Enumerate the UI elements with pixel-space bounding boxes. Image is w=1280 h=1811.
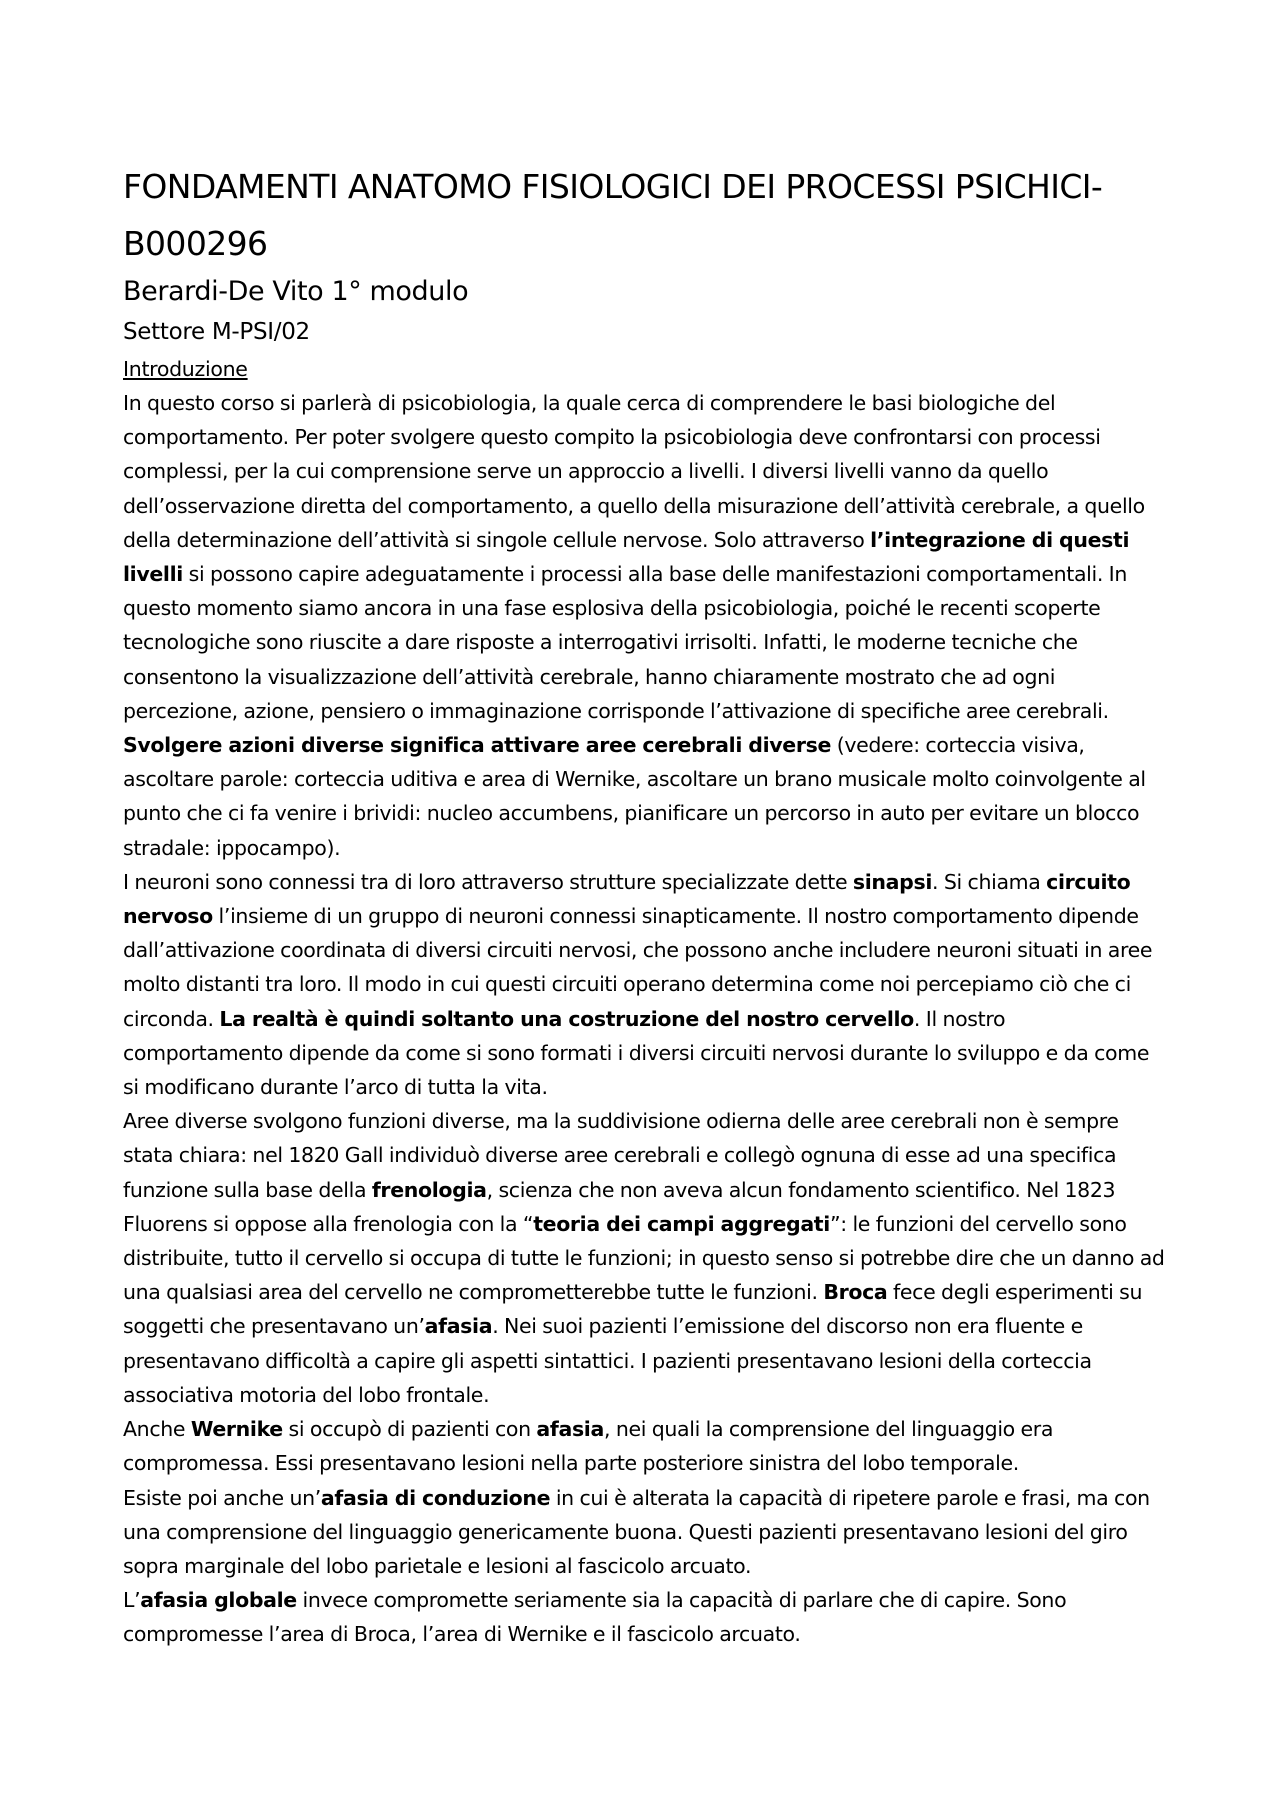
section-heading-introduzione: Introduzione — [123, 357, 248, 381]
text-run: . Il nostro comportamento dipende da come si sono formati i diversi circuiti nervosi durante lo sviluppo e da come si modificano durante l’arco di tutta la vita. — [123, 1006, 1150, 1100]
text-run: In questo corso si parlerà di psicobiologia, la quale cerca di comprendere le basi biologiche del comportamento. Per poter svolgere questo compito la psicobiologia deve confrontarsi con processi complessi, per la cui comprensione serve un approccio a livelli. I diversi livelli vanno da quello dell’osservazione diretta del comportamento, a quello della misurazione dell’attività cerebrale, a quello della determinazione dell’attività si singole cellule nervose. Solo attraverso — [123, 391, 1145, 552]
bold-text-run: La realtà è quindi soltanto una costruzione del nostro cervello — [219, 1006, 914, 1031]
text-run: si possono capire adeguatamente i processi alla base delle manifestazioni comportamentali. In questo momento siamo ancora in una fase esplosiva della psicobiologia, poiché le recenti scoperte tecnologiche sono riuscite a dare risposte a interrogativi irrisolti. Infatti, le moderne tecniche che consentono la visualizzazione dell’attività cerebrale, hanno chiaramente mostrato che ad ogni percezione, azione, pensiero o immaginazione corrisponde l’attivazione di specifiche aree cerebrali. — [123, 562, 1128, 723]
text-run: Anche — [123, 1417, 191, 1442]
text-run: . Nei suoi pazienti l’emissione del discorso non era fluente e presentavano difficoltà a capire gli aspetti sintattici. I pazienti presentavano lesioni della corteccia associativa motoria del lobo frontale. — [123, 1314, 1092, 1407]
text-run: (vedere: corteccia visiva, ascoltare parole: corteccia uditiva e area di Wernike, ascoltare un brano musicale molto coinvolgente al punto che ci fa venire i brividi: nucleo accumbens, pianificare un percorso in auto per evitare un blocco stradale: ippocampo). — [123, 733, 1146, 860]
text-run: in cui è alterata la capacità di ripetere parole e frasi, ma con una comprensione del linguaggio genericamente buona. Questi pazienti presentavano lesioni del giro sopra marginale del lobo parietale e lesioni al fascicolo arcuato. — [123, 1485, 1150, 1578]
sector-label: Settore M-PSI/02 — [123, 319, 310, 345]
text-run: l’insieme di un gruppo di neuroni connessi sinapticamente. Il nostro comportamento dipende dall’attivazione coordinata di diversi circuiti nervosi, che possono anche includere neuroni situati in aree molto distanti tra loro. Il modo in cui questi circuiti operano determina come noi percepiamo ciò che ci circonda. — [123, 904, 1153, 1031]
paragraph — [123, 865, 1168, 1104]
bold-text-run: afasia — [424, 1314, 493, 1339]
text-run: Esiste poi anche un’ — [123, 1485, 321, 1510]
text-run: . Si chiama — [932, 869, 1047, 894]
bold-text-run: afasia — [536, 1417, 604, 1442]
text-run: invece compromette seriamente sia la capacità di parlare che di capire. Sono compromesse l’area di Broca, l’area di Wernike e il fascicolo arcuato. — [123, 1588, 1067, 1647]
text-run: Aree diverse svolgono funzioni diverse, ma la suddivisione odierna delle aree cerebrali non è sempre stata chiara: nel 1820 Gall individuò diverse aree cerebrali e collegò ognuna di esse ad una specifica funzione sulla base della — [123, 1109, 1119, 1202]
bold-text-run: Svolgere azioni diverse significa attivare aree cerebrali diverse — [123, 733, 832, 758]
bold-text-run: afasia di conduzione — [320, 1485, 551, 1510]
bold-text-run: teoria dei campi aggregati — [533, 1211, 830, 1236]
document-title: FONDAMENTI ANATOMO FISIOLOGICI DEI PROCESSI PSICHICI-B000296 — [123, 167, 1103, 263]
text-run: fece degli esperimenti su soggetti che presentavano un’ — [123, 1280, 1143, 1339]
bold-text-run: circuito nervoso — [123, 869, 1131, 929]
paragraph — [123, 1481, 1168, 1584]
bold-text-run: Broca — [823, 1280, 888, 1305]
text-run: ”: le funzioni del cervello sono distribuite, tutto il cervello si occupa di tutte le funzioni; in questo senso si potrebbe dire che un danno ad una qualsiasi area del cervello ne comprometterebbe tutte le funzioni. — [123, 1211, 1165, 1305]
document-subtitle: Berardi-De Vito 1° modulo — [123, 276, 469, 307]
text-run: , nei quali la comprensione del linguaggio era compromessa. Essi presentavano lesioni nella parte posteriore sinistra del lobo temporale. — [123, 1417, 1054, 1476]
text-run: L’ — [123, 1588, 141, 1613]
paragraph — [123, 386, 1168, 865]
bold-text-run: frenologia — [371, 1177, 487, 1202]
bold-text-run: sinapsi — [852, 869, 933, 894]
bold-text-run: l’integrazione di questi livelli — [123, 527, 1130, 587]
text-run: I neuroni sono connessi tra di loro attraverso strutture specializzate dette — [123, 869, 853, 894]
document-body — [123, 158, 1168, 1652]
bold-text-run: Wernike — [190, 1417, 283, 1442]
text-run: si occupò di pazienti con — [282, 1417, 537, 1442]
paragraph — [123, 1583, 1168, 1651]
text-run: , scienza che non aveva alcun fondamento scientifico. Nel 1823 Fluorens si oppose alla frenologia con la “ — [123, 1177, 1116, 1236]
paragraph — [123, 1104, 1168, 1412]
bold-text-run: afasia globale — [140, 1588, 297, 1613]
paragraph — [123, 1412, 1168, 1480]
